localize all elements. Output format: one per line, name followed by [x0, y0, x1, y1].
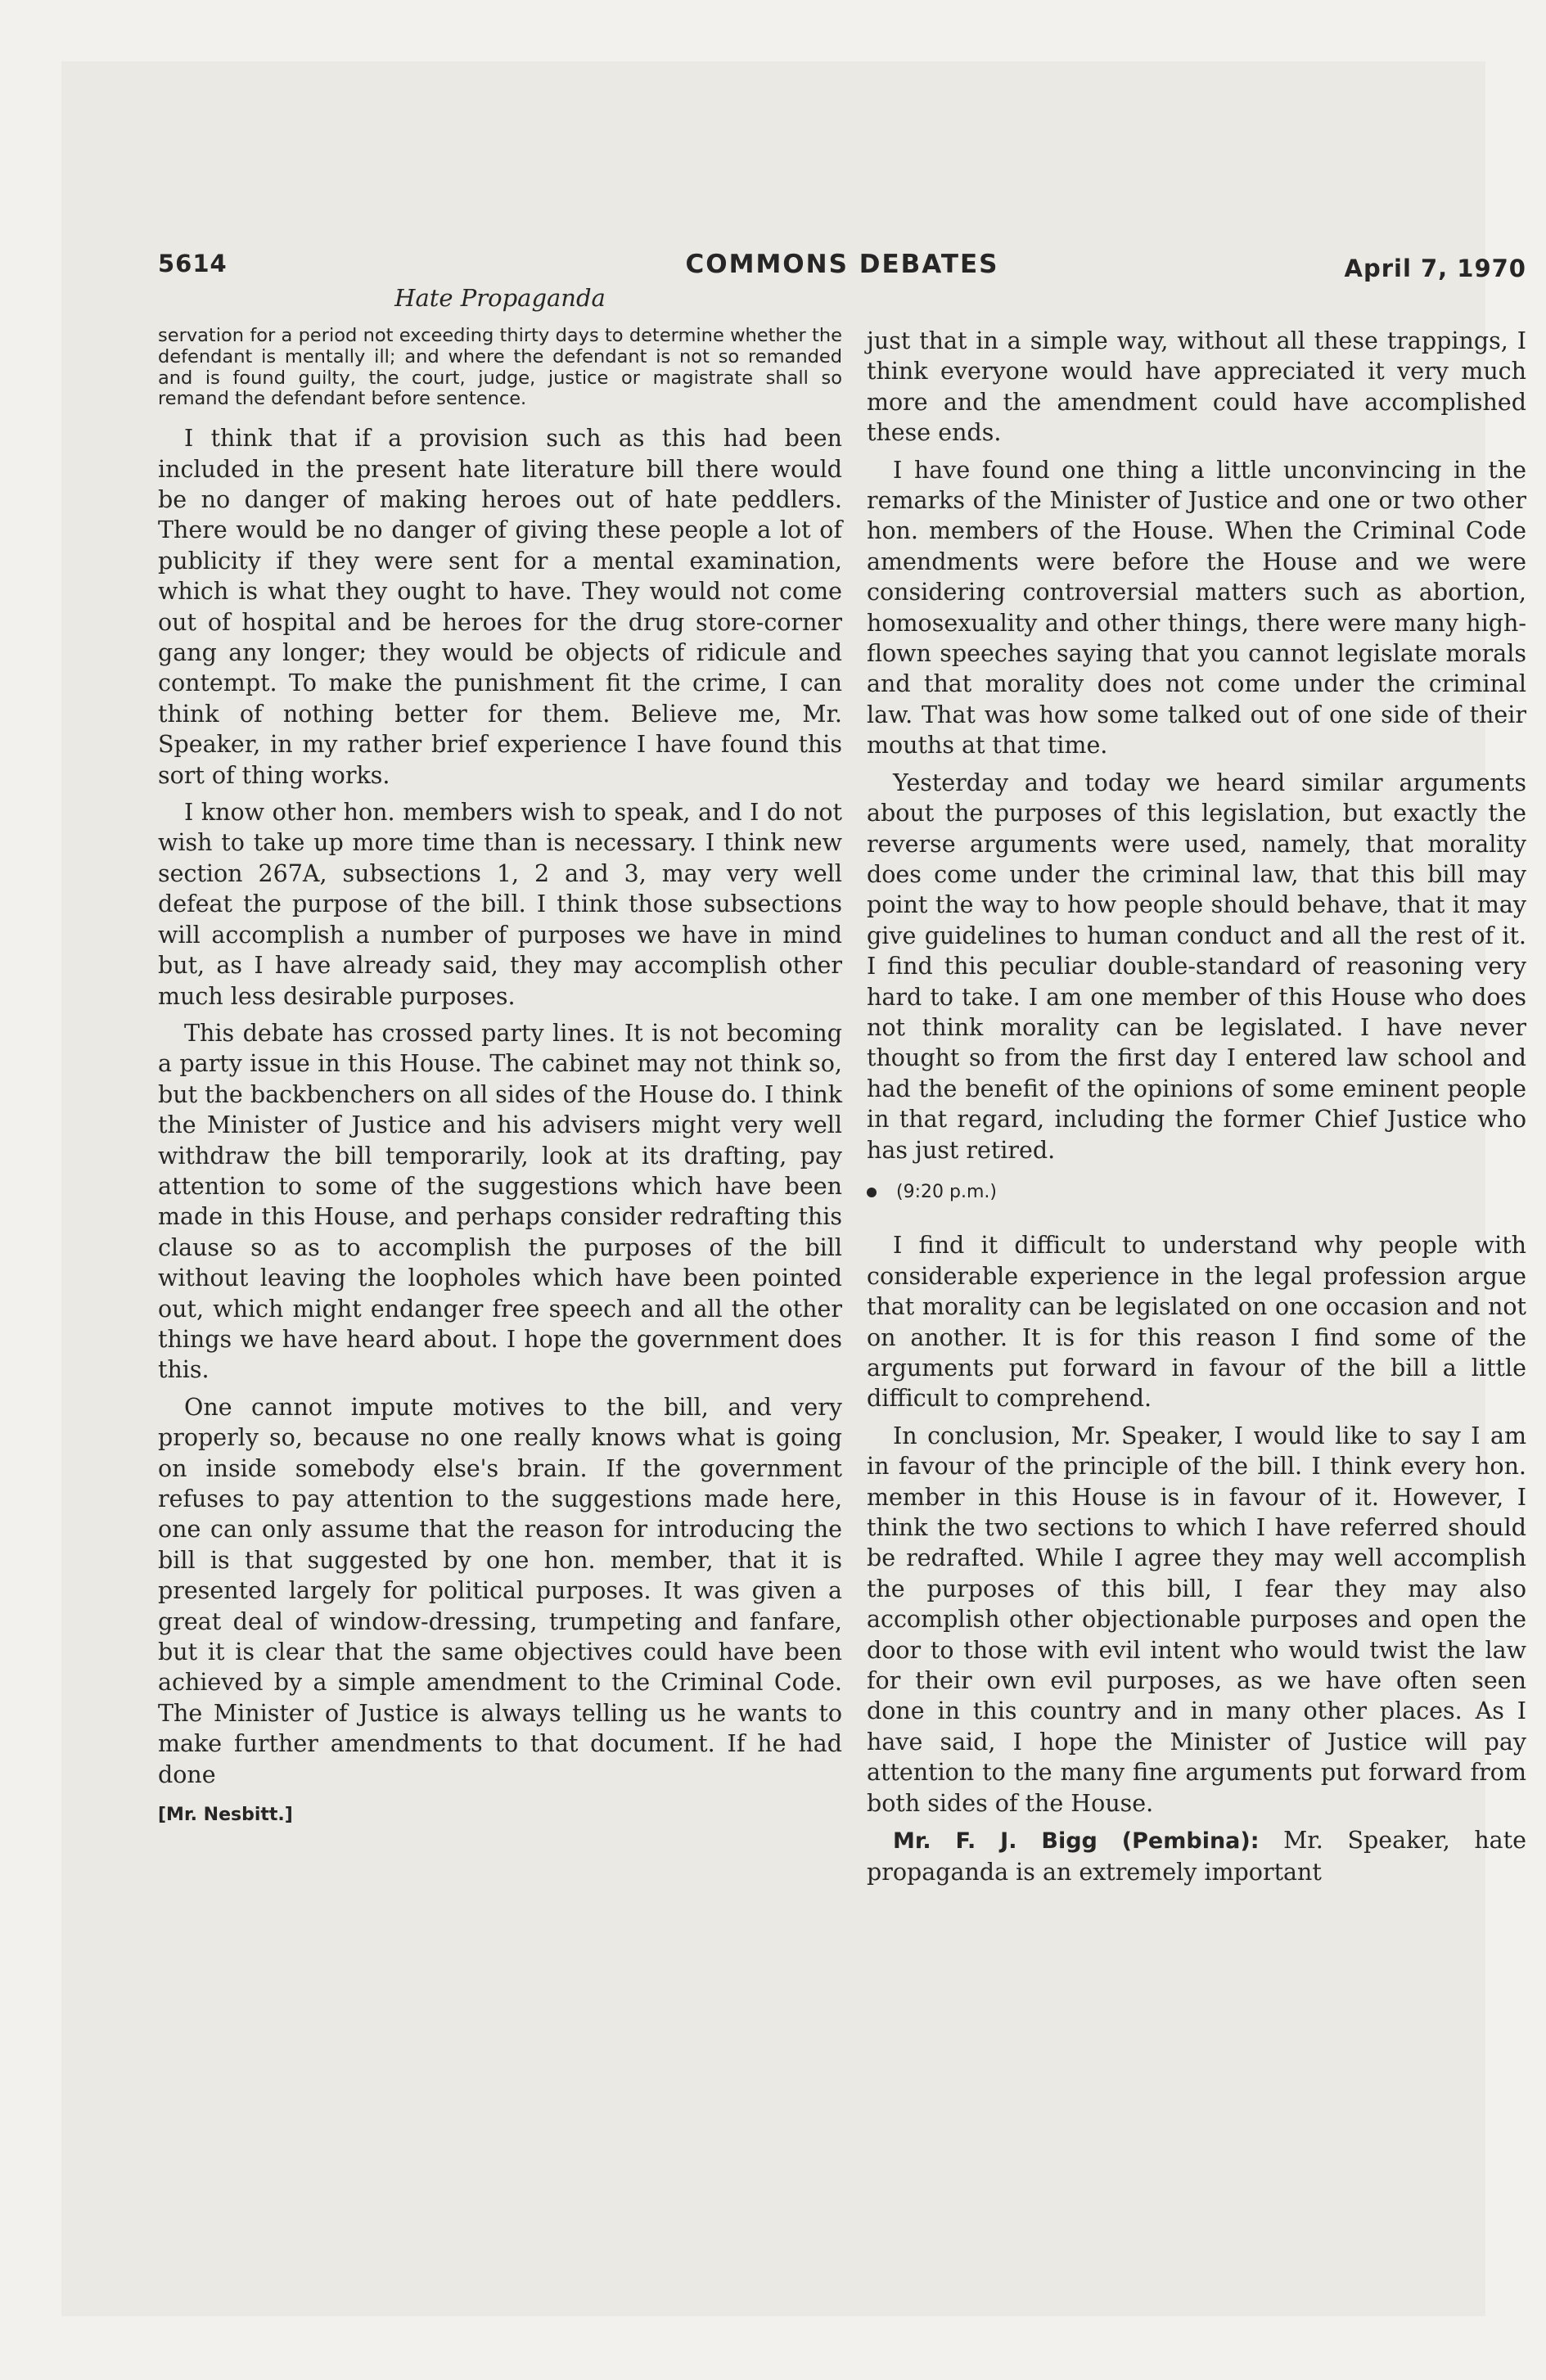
continued-paragraph: just that in a simple way, without all these trappings, I think everyone would have appreciated it very much more and the amendment could have accomplished these ends. [867, 327, 1526, 447]
time-marker-text: (9:20 p.m.) [896, 1181, 997, 1202]
speaker-name: Mr. F. J. Bigg (Pembina): [893, 1828, 1260, 1855]
page-date: April 7, 1970 [1344, 255, 1526, 282]
next-speaker-paragraph [867, 1825, 1526, 1887]
speaker-text: Mr. Speaker, hate propaganda is an extremely important [867, 1827, 1526, 1886]
page-content [158, 240, 1526, 2286]
debate-subject: Hate Propaganda [394, 284, 606, 312]
paragraph: I have found one thing a little unconvincing in the remarks of the Minister of Justice and one or two other hon. members of the House. When the Criminal Code amendments were before the House and we were considering controversial matters such as abortion, homosexuality and other things, there were many high-flown speeches saying that you cannot legislate morals and that morality does not come under the criminal law. That was how some talked out of one side of their mouths at that time. [867, 456, 1526, 760]
paragraph: I think that if a provision such as this had been included in the present hate literature bill there would be no danger of making heroes out of hate peddlers. There would be no danger of giving these people a lot of publicity if they were sent for a mental examination, which is what they ought to have. They would not come out of hospital and be heroes for the drug store-corner gang any longer; they would be objects of ridicule and contempt. To make the punishment fit the crime, I can think of nothing better for them. Believe me, Mr. Speaker, in my rather brief experience I have found this sort of thing works. [158, 425, 842, 789]
paragraph: In conclusion, Mr. Speaker, I would like to say I am in favour of the principle of the bill. I think every hon. member in this House is in favour of it. However, I think the two sections to which I have referred should be redrafted. While I agree they may well accomplish the purposes of this bill, I fear they may also accomplish other objectionable purposes and open the door to those with evil intent who would twist the law for their own evil purposes, as we have often seen done in this country and in many other places. As I have said, I hope the Minister of Justice will pay attention to the many fine arguments put forward from both sides of the House. [867, 1422, 1526, 1817]
paragraph: I find it difficult to understand why people with considerable experience in the legal profession argue that morality can be legislated on one occasion and not on another. It is for this reason I find some of the arguments put forward in favour of the bill a little difficult to comprehend. [867, 1232, 1526, 1413]
paragraph: One cannot impute motives to the bill, and very properly so, because no one really knows what is going on inside somebody else's brain. If the government refuses to pay attention to the suggestions made here, one can only assume that the reason for introducing the bill is that suggested by one hon. member, that it is presented largely for political purposes. It was given a great deal of window-dressing, trumpeting and fanfare, but it is clear that the same objectives could have been achieved by a simple amendment to the Criminal Code. The Minister of Justice is always telling us he wants to make further amendments to that document. If he had done [158, 1393, 842, 1788]
bullet-icon [867, 1188, 877, 1197]
left-column [158, 326, 842, 1830]
time-marker [867, 1177, 1526, 1207]
paragraph: This debate has crossed party lines. It is not becoming a party issue in this House. The cabinet may not think so, but the backbenchers on all sides of the House do. I think the Minister of Justice and his advisers might very well withdraw the bill temporarily, look at its drafting, pay attention to some of the suggestions which have been made in this House, and perhaps consider redrafting this clause so as to accomplish the purposes of the bill without leaving the loopholes which have been pointed out, which might endanger free speech and all the other things we have heard about. I hope the government does this. [158, 1019, 842, 1384]
speaker-footer: [Mr. Nesbitt.] [158, 1805, 293, 1826]
page-number: 5614 [158, 250, 228, 277]
paragraph: Yesterday and today we heard similar arguments about the purposes of this legislation, but exactly the reverse arguments were used, namely, that morality does come under the criminal law, that this bill may point the way to how people should behave, that it may give guidelines to human conduct and all the rest of it. I find this peculiar double-standard of reasoning very hard to take. I am one member of this House who does not think morality can be legislated. I have never thought so from the first day I entered law school and had the benefit of the opinions of some eminent people in that regard, including the former Chief Justice who has just retired. [867, 769, 1526, 1164]
paragraph: I know other hon. members wish to speak, and I do not wish to take up more time than is necessary. I think new section 267A, subsections 1, 2 and 3, may very well defeat the purpose of the bill. I think those subsections will accomplish a number of purposes we have in mind but, as I have already said, they may accomplish other much less desirable purposes. [158, 799, 842, 1010]
quoted-provision: servation for a period not exceeding thirty days to determine whether the defendant is mentally ill; and where the defendant is not so remanded and is found guilty, the court, judge, justice or magistrate shall so remand the defendant before sentence. [158, 325, 842, 410]
right-column [867, 326, 1526, 1894]
publication-title: COMMONS DEBATES [685, 250, 999, 279]
scanned-page-sheet [61, 61, 1526, 2316]
